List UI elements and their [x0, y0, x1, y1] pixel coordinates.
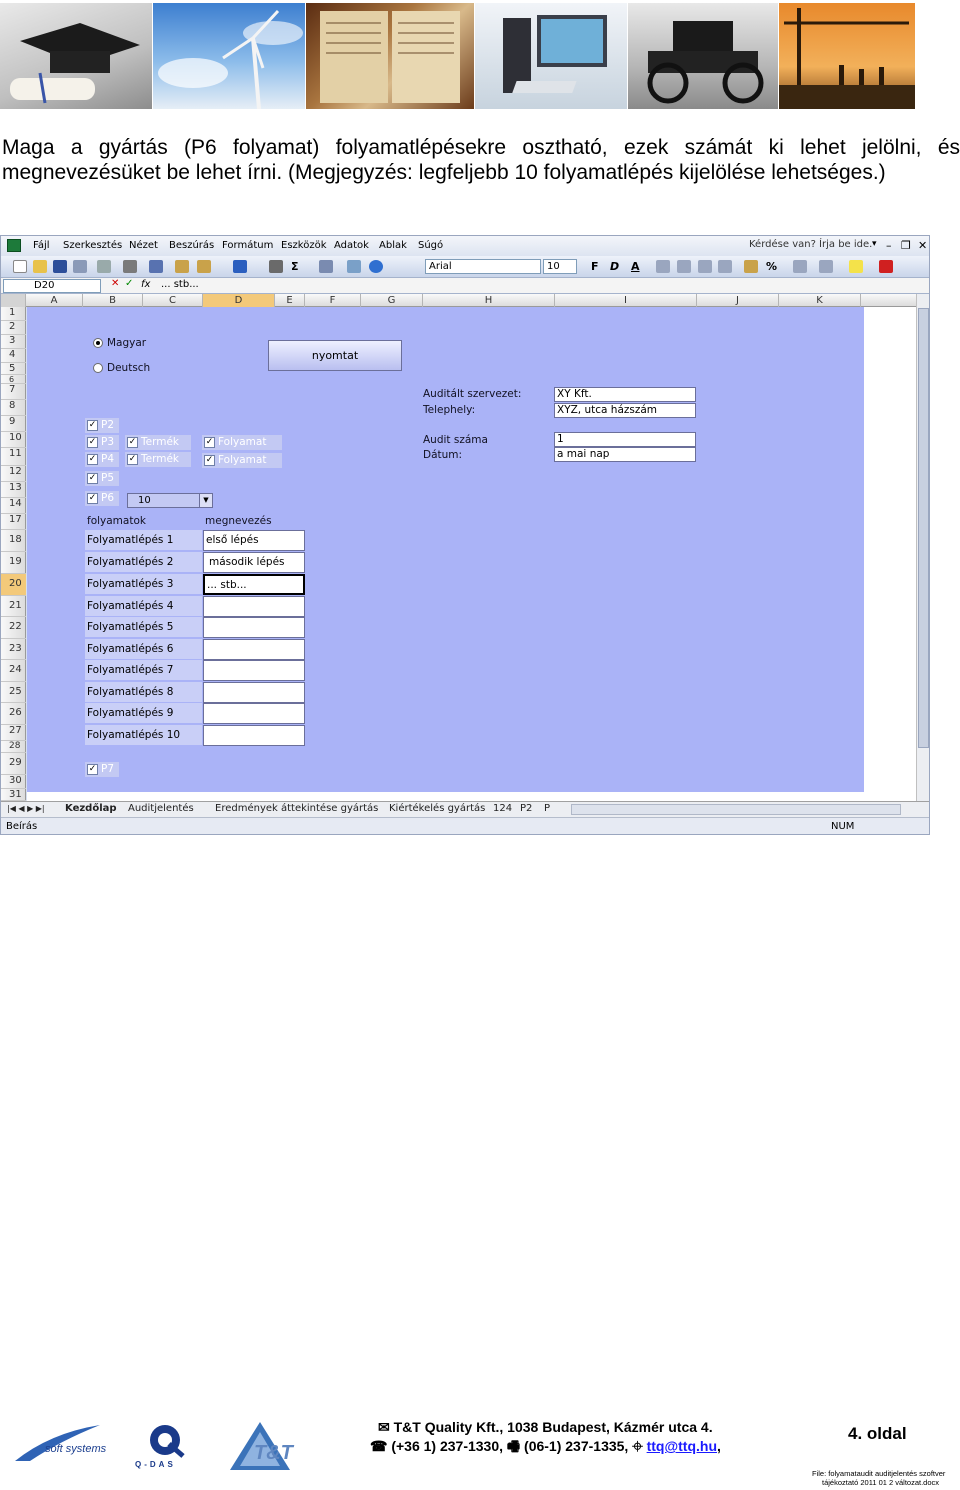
- print-preview-icon[interactable]: [149, 260, 163, 273]
- help-search-input[interactable]: Kérdése van? Írja be ide.: [749, 239, 873, 250]
- help-dropdown-icon[interactable]: ▾: [872, 239, 877, 249]
- column-header-h[interactable]: H: [423, 294, 555, 307]
- check-icon: ✓: [88, 493, 97, 503]
- step-name-2: Folyamatlépés 2: [85, 552, 202, 573]
- check-icon: ✓: [88, 473, 97, 483]
- minimize-icon[interactable]: –: [886, 239, 892, 252]
- scrollbar-thumb[interactable]: [918, 308, 929, 748]
- footer-address-text: T&T Quality Kft., 1038 Budapest, Kázmér utca 4.: [393, 1419, 713, 1435]
- align-right-icon[interactable]: [698, 260, 712, 273]
- step-name-5: Folyamatlépés 5: [85, 617, 202, 638]
- tab-p[interactable]: P: [544, 803, 551, 814]
- tt-logo-text: T&T: [254, 1442, 293, 1464]
- currency-icon[interactable]: [744, 260, 758, 273]
- tab-124[interactable]: 124: [493, 803, 513, 814]
- softsystems-logo: [10, 1423, 120, 1463]
- audit-number-label: Audit száma: [423, 434, 488, 446]
- footer-email-link[interactable]: ttq@ttq.hu: [646, 1438, 718, 1454]
- horizontal-scrollbar[interactable]: [571, 804, 901, 815]
- column-header-e[interactable]: E: [275, 294, 305, 307]
- row-header-11[interactable]: 11: [1, 448, 26, 466]
- step-count-dropdown[interactable]: [127, 493, 213, 508]
- vertical-scrollbar[interactable]: [916, 294, 930, 801]
- checkbox-termek-1-label: Termék: [141, 436, 179, 448]
- row-header-24[interactable]: 24: [1, 660, 26, 682]
- audit-number-field[interactable]: 1: [554, 432, 696, 447]
- select-all-corner[interactable]: [1, 294, 26, 307]
- row-header-27[interactable]: 27: [1, 725, 26, 741]
- step-name-4: Folyamatlépés 4: [85, 596, 202, 617]
- step-count-value: 10: [138, 495, 151, 506]
- menu-tools[interactable]: Eszközök: [281, 240, 327, 251]
- check-icon: ✓: [88, 764, 97, 774]
- font-name-combo[interactable]: Arial: [425, 259, 541, 274]
- step-name-9: Folyamatlépés 9: [85, 703, 202, 724]
- processes-header: folyamatok: [87, 515, 146, 527]
- check-icon: ✓: [205, 455, 214, 465]
- copy-icon[interactable]: [175, 260, 189, 273]
- excel-app-icon[interactable]: [7, 239, 21, 252]
- intro-paragraph: [2, 135, 960, 185]
- italic-button[interactable]: D: [610, 260, 620, 273]
- step-name-7: Folyamatlépés 7: [85, 660, 202, 681]
- menu-format[interactable]: Formátum: [222, 240, 274, 251]
- footer-logos: [10, 1415, 330, 1475]
- row-header-28[interactable]: 28: [1, 741, 26, 753]
- row-header-18[interactable]: 18: [1, 530, 26, 552]
- email-icon[interactable]: [97, 260, 111, 273]
- row-header-8[interactable]: 8: [1, 400, 26, 416]
- intro-line-1: Maga a gyártás (P6 folyamat) folyamatlépésekre osztható, ezek számát ki lehet jelölni, és: [2, 136, 960, 159]
- graduation-cap-image: [0, 3, 152, 109]
- column-header-j[interactable]: J: [697, 294, 779, 307]
- check-icon: ✓: [88, 454, 97, 464]
- footer-phone: (+36 1) 237-1330,: [391, 1438, 504, 1454]
- row-header-22[interactable]: 22: [1, 617, 26, 639]
- open-icon[interactable]: [33, 260, 47, 273]
- excel-window: [0, 235, 930, 835]
- checkbox-p6[interactable]: [85, 491, 119, 506]
- function-icon[interactable]: fx: [141, 279, 151, 290]
- tab-p2[interactable]: P2: [520, 803, 533, 814]
- site-label: Telephely:: [423, 404, 476, 416]
- menu-edit[interactable]: Szerkesztés: [63, 240, 123, 251]
- vintage-car-image: [628, 3, 778, 109]
- row-header-23[interactable]: 23: [1, 639, 26, 660]
- qdas-logo: [135, 1420, 210, 1472]
- row-header-26[interactable]: 26: [1, 703, 26, 725]
- menu-help[interactable]: Súgó: [418, 240, 444, 251]
- step-name-6: Folyamatlépés 6: [85, 639, 202, 660]
- row-header-25[interactable]: 25: [1, 682, 26, 703]
- radio-magyar[interactable]: [93, 338, 103, 348]
- chart-wizard-icon[interactable]: [347, 260, 361, 273]
- checkbox-p4-label: P4: [101, 453, 115, 465]
- row-header-1[interactable]: 1: [1, 307, 26, 321]
- radio-deutsch[interactable]: [93, 363, 103, 373]
- footer-fax: (06-1) 237-1335,: [524, 1438, 629, 1454]
- step-value-2[interactable]: második lépés: [203, 552, 305, 573]
- autosum-icon[interactable]: Σ: [291, 260, 299, 273]
- check-icon: ✓: [88, 420, 97, 430]
- column-header-k[interactable]: K: [779, 294, 861, 307]
- footer-file-line-1: File: folyamataudit auditjelentés szoftver: [812, 1469, 946, 1478]
- status-mode: Beírás: [6, 821, 38, 832]
- row-header-10[interactable]: 10: [1, 432, 26, 448]
- menu-bar: [1, 236, 930, 256]
- enter-icon[interactable]: ✓: [125, 278, 134, 289]
- row-header-17[interactable]: 17: [1, 514, 26, 530]
- formula-input[interactable]: ... stb...: [161, 279, 199, 290]
- check-icon: ✓: [205, 437, 214, 447]
- sheet-tab-bar: [1, 801, 930, 817]
- borders-icon[interactable]: [819, 260, 833, 273]
- checkbox-termek-1[interactable]: [125, 435, 191, 450]
- merge-center-icon[interactable]: [718, 260, 732, 273]
- tab-kezdolap[interactable]: Kezdőlap: [65, 803, 117, 814]
- row-header-29[interactable]: 29: [1, 753, 26, 775]
- align-left-icon[interactable]: [656, 260, 670, 273]
- check-icon: ✓: [128, 437, 137, 447]
- checkbox-folyamat-2-label: Folyamat: [218, 454, 267, 466]
- menu-view[interactable]: Nézet: [129, 240, 158, 251]
- date-label: Dátum:: [423, 449, 463, 461]
- fax-icon: 🖷: [506, 1438, 525, 1454]
- checkbox-p5-label: P5: [101, 472, 115, 484]
- row-header-5[interactable]: 5: [1, 363, 26, 375]
- checkbox-p5[interactable]: [85, 471, 119, 486]
- column-header-f[interactable]: F: [305, 294, 361, 307]
- column-header: [1, 294, 916, 307]
- save-icon[interactable]: [53, 260, 67, 273]
- row-header-6[interactable]: 6: [1, 375, 26, 384]
- hyperlink-icon[interactable]: [269, 260, 283, 273]
- row-header-19[interactable]: 19: [1, 552, 26, 574]
- step-name-1: Folyamatlépés 1: [85, 530, 202, 551]
- font-color-icon[interactable]: [879, 260, 893, 273]
- checkbox-p7-label: P7: [101, 763, 115, 775]
- print-button[interactable]: nyomtat: [268, 340, 402, 371]
- old-book-image: [306, 3, 474, 109]
- row-header-2[interactable]: 2: [1, 321, 26, 335]
- step-value-5[interactable]: [203, 617, 305, 638]
- intro-line-2: megnevezésüket be lehet írni. (Megjegyzés: legfeljebb 10 folyamatlépés kijelölése lehetséges.): [2, 161, 886, 184]
- step-name-8: Folyamatlépés 8: [85, 682, 202, 703]
- status-bar: [1, 817, 930, 835]
- form-area: [27, 307, 864, 792]
- restore-icon[interactable]: ❐: [901, 239, 911, 252]
- check-icon: ✓: [88, 437, 97, 447]
- formula-bar: [1, 278, 930, 294]
- column-header-d[interactable]: D: [203, 294, 275, 307]
- tt-logo: [230, 1420, 320, 1472]
- align-center-icon[interactable]: [677, 260, 691, 273]
- site-field[interactable]: XYZ, utca házszám: [554, 403, 696, 418]
- column-header-b[interactable]: B: [83, 294, 143, 307]
- tab-nav-arrows-icon[interactable]: |◀ ◀ ▶ ▶|: [7, 804, 45, 813]
- envelope-icon: ✉: [378, 1419, 394, 1435]
- checkbox-termek-2[interactable]: [125, 452, 191, 467]
- name-header: megnevezés: [205, 515, 272, 527]
- row-header-4[interactable]: 4: [1, 349, 26, 363]
- check-icon: ✓: [128, 454, 137, 464]
- font-size-combo[interactable]: 10: [543, 259, 577, 274]
- status-num: NUM: [831, 821, 855, 832]
- footer-comma: ,: [717, 1438, 721, 1454]
- chevron-down-icon: ▼: [199, 494, 212, 507]
- step-name-3: Folyamatlépés 3: [85, 574, 202, 595]
- page-number: 4. oldal: [848, 1424, 907, 1443]
- tab-auditjelentes[interactable]: Auditjelentés: [128, 803, 194, 814]
- tab-kiertekeles[interactable]: Kiértékelés gyártás: [389, 803, 486, 814]
- checkbox-folyamat-1-label: Folyamat: [218, 436, 267, 448]
- step-value-6[interactable]: [203, 639, 305, 660]
- permission-icon[interactable]: [73, 260, 87, 273]
- step-value-9[interactable]: [203, 703, 305, 724]
- qdas-logo-text: Q-DAS: [135, 1460, 176, 1469]
- footer-file-line-2: tájékoztató 2011 01 2 változat.docx: [822, 1478, 940, 1487]
- checkbox-p3[interactable]: [85, 435, 119, 450]
- step-value-3[interactable]: ... stb...: [203, 574, 305, 595]
- percent-button[interactable]: %: [766, 260, 778, 273]
- cancel-icon[interactable]: ✕: [111, 278, 120, 289]
- date-field[interactable]: a mai nap: [554, 447, 696, 462]
- step-name-10: Folyamatlépés 10: [85, 725, 202, 746]
- row-header-30[interactable]: 30: [1, 775, 26, 789]
- worksheet-grid[interactable]: [27, 307, 916, 801]
- radio-deutsch-label: Deutsch: [107, 362, 151, 374]
- checkbox-p2[interactable]: [85, 418, 119, 433]
- close-icon[interactable]: ✕: [918, 239, 928, 252]
- step-value-4[interactable]: [203, 596, 305, 617]
- checkbox-p2-label: P2: [101, 419, 115, 431]
- footer-contacts: [370, 1436, 721, 1460]
- checkbox-p4[interactable]: [85, 452, 119, 467]
- column-header-g[interactable]: G: [361, 294, 423, 307]
- name-box[interactable]: D20: [3, 279, 101, 293]
- row-header-3[interactable]: 3: [1, 335, 26, 349]
- mouse-icon: ⌖: [632, 1438, 647, 1454]
- row-header-20[interactable]: 20: [1, 574, 26, 596]
- step-value-7[interactable]: [203, 660, 305, 681]
- row-header-13[interactable]: 13: [1, 482, 26, 498]
- row-header-14[interactable]: 14: [1, 498, 26, 514]
- sort-icon[interactable]: [319, 260, 333, 273]
- org-label: Auditált szervezet:: [423, 388, 522, 400]
- row-header-7[interactable]: 7: [1, 384, 26, 400]
- column-header-c[interactable]: C: [143, 294, 203, 307]
- menu-window[interactable]: Ablak: [379, 240, 407, 251]
- column-header-i[interactable]: I: [555, 294, 697, 307]
- menu-data[interactable]: Adatok: [334, 240, 369, 251]
- print-icon[interactable]: [123, 260, 137, 273]
- row-header-12[interactable]: 12: [1, 466, 26, 482]
- row-header-9[interactable]: 9: [1, 416, 26, 432]
- indent-icon[interactable]: [793, 260, 807, 273]
- help-icon[interactable]: [369, 260, 383, 273]
- toolbar: [1, 256, 930, 278]
- checkbox-p3-label: P3: [101, 436, 115, 448]
- checkbox-p7[interactable]: [85, 762, 119, 777]
- new-icon[interactable]: [13, 260, 27, 273]
- menu-insert[interactable]: Beszúrás: [169, 240, 215, 251]
- wind-turbine-image: [153, 3, 305, 109]
- checkbox-termek-2-label: Termék: [141, 453, 179, 465]
- row-header-21[interactable]: 21: [1, 596, 26, 617]
- checkbox-folyamat-1[interactable]: [202, 435, 282, 450]
- row-header: [1, 307, 26, 801]
- step-value-8[interactable]: [203, 682, 305, 703]
- step-value-10[interactable]: [203, 725, 305, 746]
- tab-eredmenyek[interactable]: Eredmények áttekintése gyártás: [215, 803, 379, 814]
- undo-icon[interactable]: [233, 260, 247, 273]
- footer-address: [378, 1419, 713, 1436]
- paste-icon[interactable]: [197, 260, 211, 273]
- row-header-31[interactable]: 31: [1, 789, 26, 801]
- computer-image: [475, 3, 627, 109]
- fill-color-icon[interactable]: [849, 260, 863, 273]
- step-value-1[interactable]: első lépés: [203, 530, 305, 551]
- checkbox-p6-label: P6: [101, 492, 115, 504]
- org-field[interactable]: XY Kft.: [554, 387, 696, 402]
- radio-magyar-label: Magyar: [107, 337, 147, 349]
- underline-button[interactable]: A: [631, 260, 640, 273]
- softsystems-logo-text: soft systems: [45, 1443, 107, 1455]
- bold-button[interactable]: F: [591, 260, 599, 273]
- phone-icon: ☎: [370, 1438, 392, 1454]
- menu-file[interactable]: Fájl: [33, 240, 50, 251]
- checkbox-folyamat-2[interactable]: [202, 453, 282, 468]
- column-header-a[interactable]: A: [26, 294, 83, 307]
- construction-crane-image: [779, 3, 915, 109]
